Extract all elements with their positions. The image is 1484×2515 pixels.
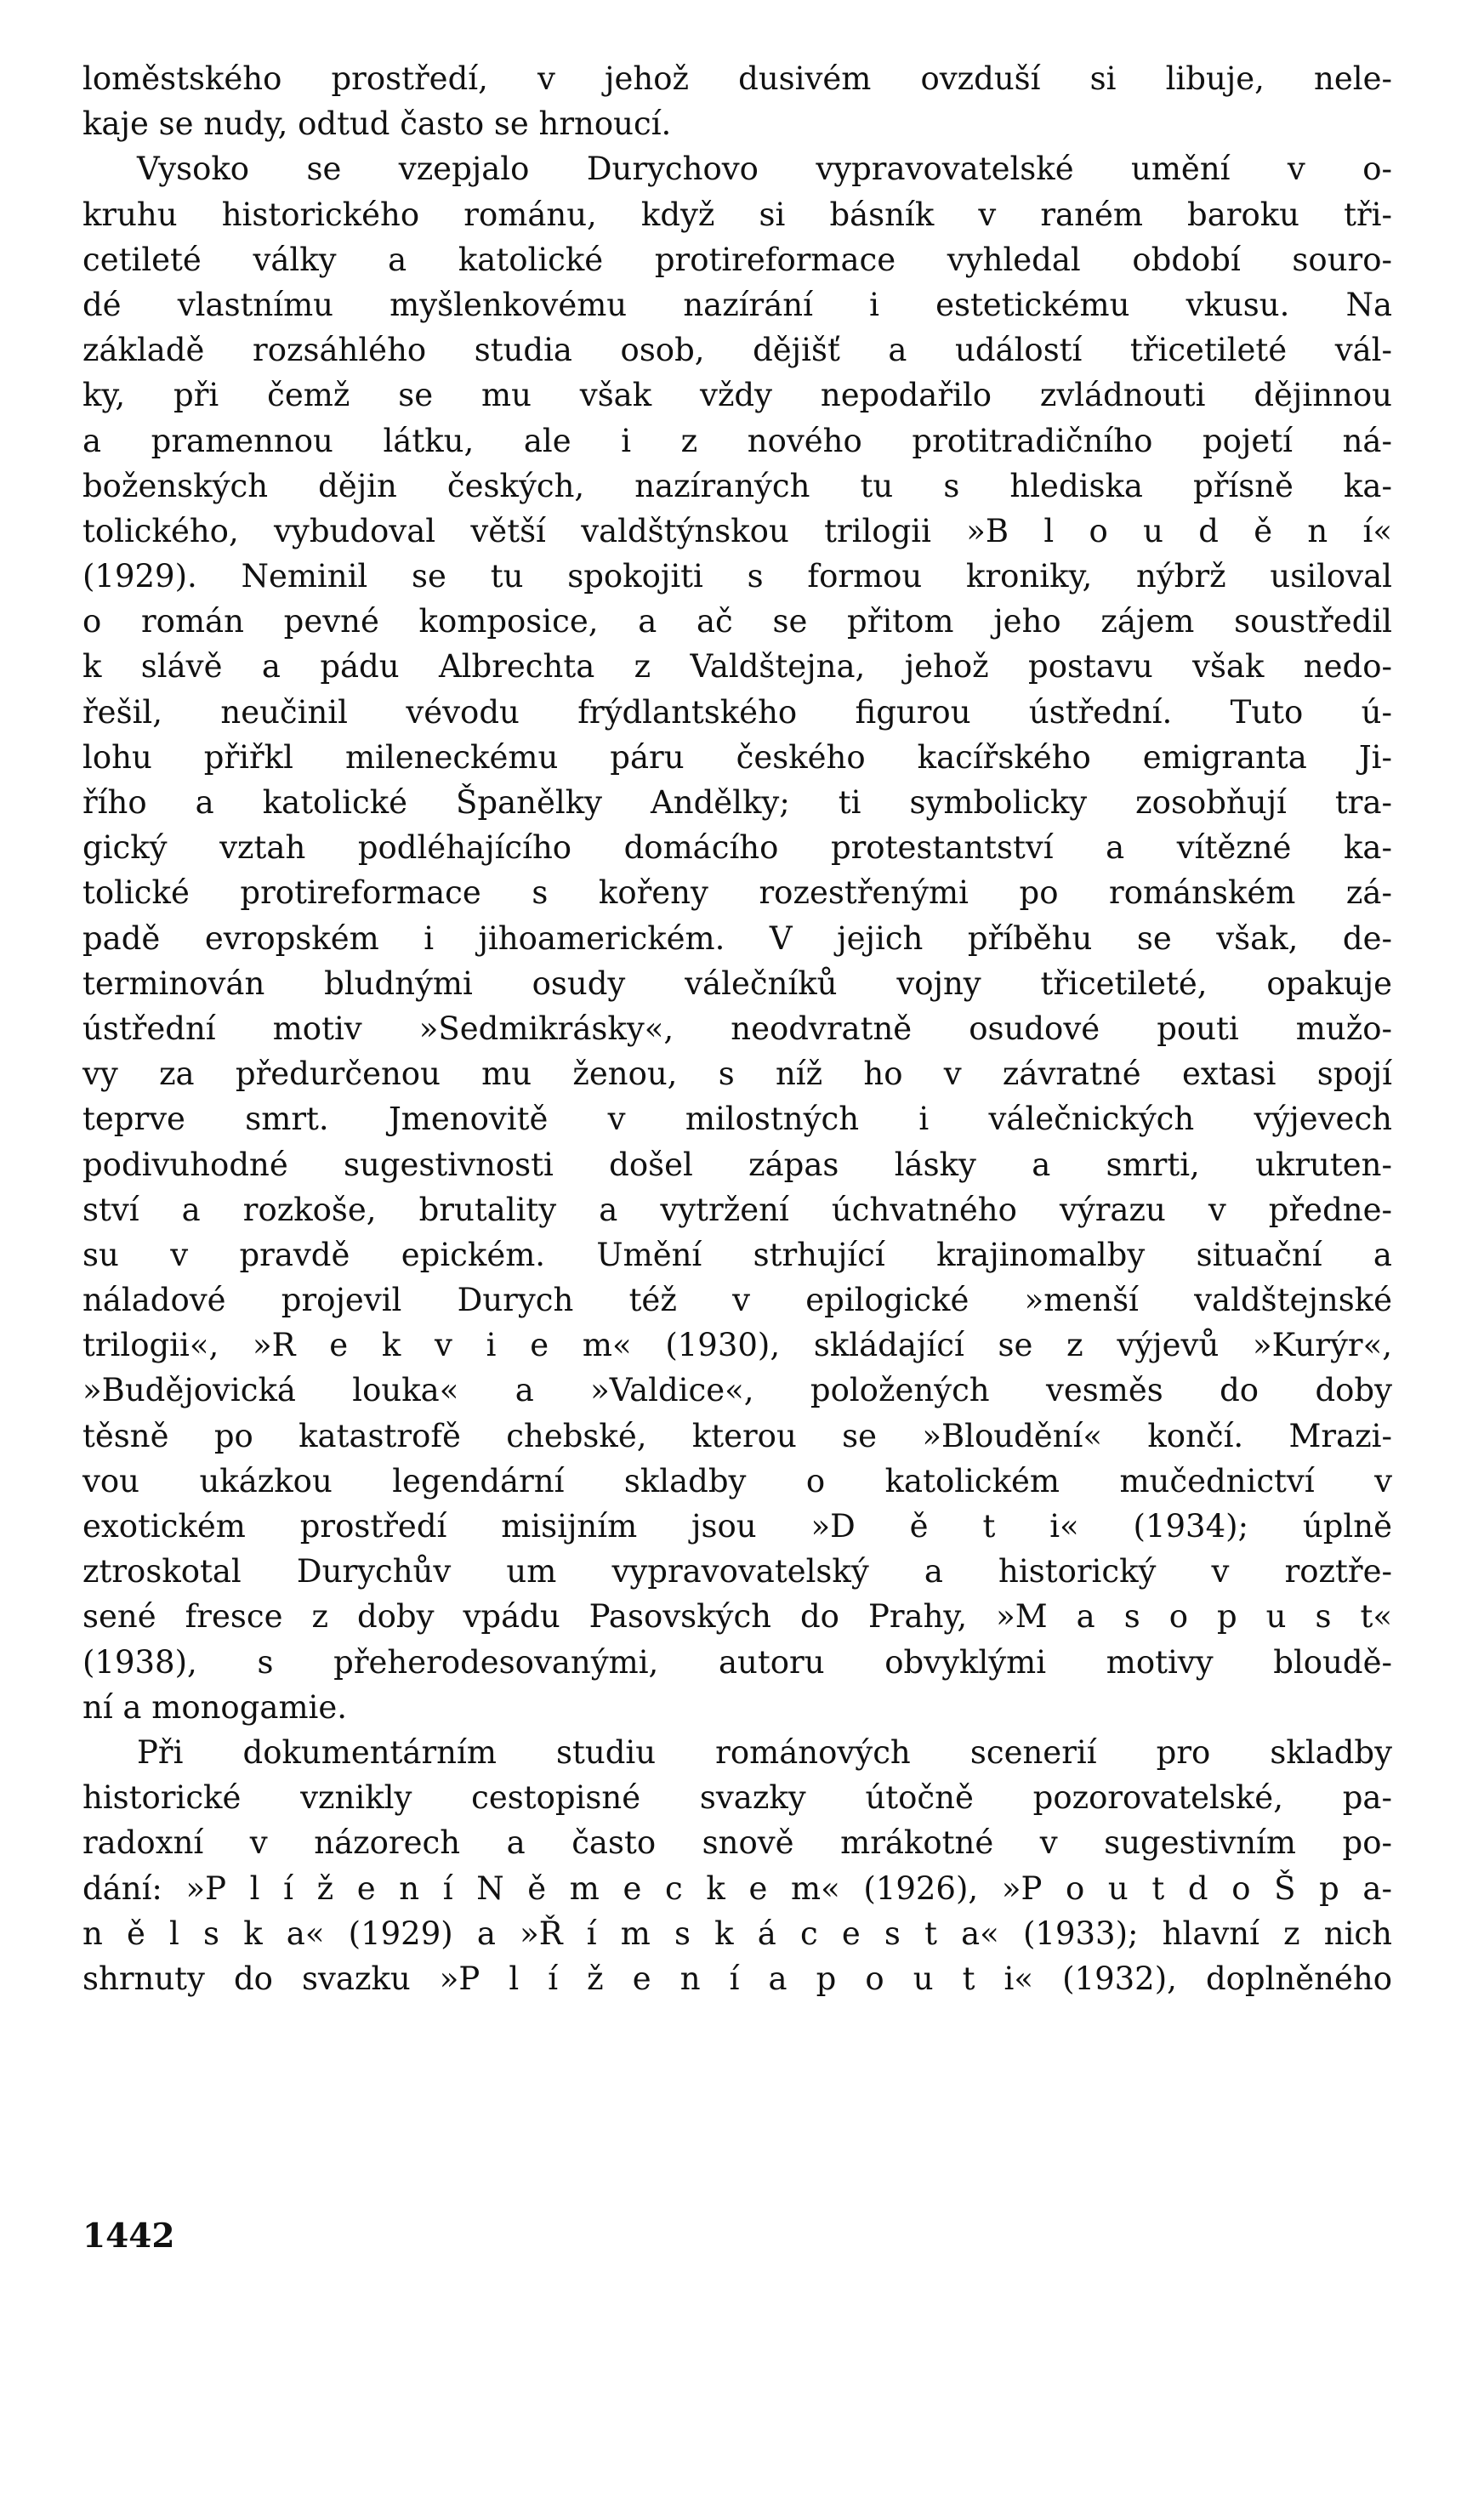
text-line: dání: »P l í ž e n í N ě m e c k e m« (1926), »P o u t d o Š p a- (82, 1869, 1392, 1907)
text-line: shrnuty do svazku »P l í ž e n í a p o u t i« (1932), doplněného (82, 1960, 1392, 1997)
text-line: radoxní v názorech a často snově mrákotné v sugestivním po- (82, 1824, 1392, 1862)
text-line: sené fresce z doby vpádu Pasovských do Prahy, »M a s o p u s t« (82, 1598, 1392, 1636)
text-line: trilogii«, »R e k v i e m« (1930), skládající se z výjevů »Kurýr«, (82, 1327, 1392, 1364)
text-line: historické vznikly cestopisné svazky útočně pozorovatelské, pa- (82, 1779, 1392, 1817)
text-line: ství a rozkoše, brutality a vytržení úchvatného výrazu v předne- (82, 1191, 1392, 1228)
text-line: tolického, vybudoval větší valdštýnskou trilogii »B l o u d ě n í« (82, 512, 1392, 549)
page-number: 1442 (82, 2216, 175, 2256)
text-line: boženských dějin českých, nazíraných tu s hlediska přísně ka- (82, 467, 1392, 504)
text-line: gický vztah podléhajícího domácího protestantství a vítězné ka- (82, 829, 1392, 867)
text-line: kruhu historického románu, když si básník v raném baroku tři- (82, 196, 1392, 233)
text-line: ní a monogamie. (82, 1688, 348, 1726)
text-line: vy za předurčenou mu ženou, s níž ho v závratné extasi spojí (82, 1056, 1392, 1093)
text-line: a pramennou látku, ale i z nového protitradičního pojetí ná- (82, 422, 1392, 459)
text-line: ústřední motiv »Sedmikrásky«, neodvratně osudové pouti mužo- (82, 1010, 1392, 1047)
text-line: n ě l s k a« (1929) a »Ř í m s k á c e s t a« (1933); hlavní z nich (82, 1915, 1392, 1952)
text-line: lohu přiřkl mileneckému páru českého kacířského emigranta Ji- (82, 738, 1392, 776)
text-line: náladové projevil Durych též v epilogické »menší valdštejnské (82, 1282, 1392, 1319)
text-line: exotickém prostředí misijním jsou »D ě t i« (1934); úplně (82, 1508, 1392, 1545)
text-line: padě evropském i jihoamerickém. V jejich příběhu se však, de- (82, 919, 1392, 957)
text-line: ky, při čemž se mu však vždy nepodařilo zvládnouti dějinnou (82, 377, 1392, 414)
text-line: teprve smrt. Jmenovitě v milostných i válečnických výjevech (82, 1101, 1392, 1138)
text-line: Vysoko se vzepjalo Durychovo vypravovatelské umění v o- (137, 151, 1392, 188)
text-line: základě rozsáhlého studia osob, dějišť a událostí třicetileté vál- (82, 332, 1392, 369)
text-line: (1938), s přeherodesovanými, autoru obvyklými motivy bloudě- (82, 1643, 1392, 1681)
text-line: o román pevné komposice, a ač se přitom jeho zájem soustředil (82, 603, 1392, 640)
text-line: su v pravdě epickém. Umění strhující krajinomalby situační a (82, 1236, 1392, 1273)
text-line: řešil, neučinil vévodu frýdlantského figurou ústřední. Tuto ú- (82, 693, 1392, 731)
text-line: cetileté války a katolické protireformace vyhledal období souro- (82, 241, 1392, 278)
text-line: k slávě a pádu Albrechta z Valdštejna, jehož postavu však nedo- (82, 648, 1392, 686)
text-line: terminován bludnými osudy válečníků vojny třicetileté, opakuje (82, 964, 1392, 1002)
text-line: řího a katolické Španělky Andělky; ti symbolicky zosobňují tra- (82, 784, 1392, 821)
text-line: Při dokumentárním studiu románových scenerií pro skladby (137, 1733, 1392, 1771)
text-line: ztroskotal Durychův um vypravovatelský a historický v roztře- (82, 1553, 1392, 1590)
text-line: (1929). Neminil se tu spokojiti s formou kroniky, nýbrž usiloval (82, 558, 1392, 595)
text-line: podivuhodné sugestivnosti došel zápas lásky a smrti, ukruten- (82, 1146, 1392, 1183)
text-line: tolické protireformace s kořeny rozestřenými po románském zá- (82, 874, 1392, 912)
text-line: kaje se nudy, odtud často se hrnoucí. (82, 105, 672, 143)
text-line: dé vlastnímu myšlenkovému nazírání i estetickému vkusu. Na (82, 286, 1392, 323)
document-body (82, 56, 1392, 2001)
text-line: »Budějovická louka« a »Valdice«, položených vesměs do doby (82, 1372, 1392, 1409)
text-line: loměstského prostředí, v jehož dusivém ovzduší si libuje, nele- (82, 60, 1392, 97)
text-line: vou ukázkou legendární skladby o katolickém mučednictví v (82, 1462, 1392, 1499)
text-line: těsně po katastrofě chebské, kterou se »Bloudění« končí. Mrazi- (82, 1417, 1392, 1454)
